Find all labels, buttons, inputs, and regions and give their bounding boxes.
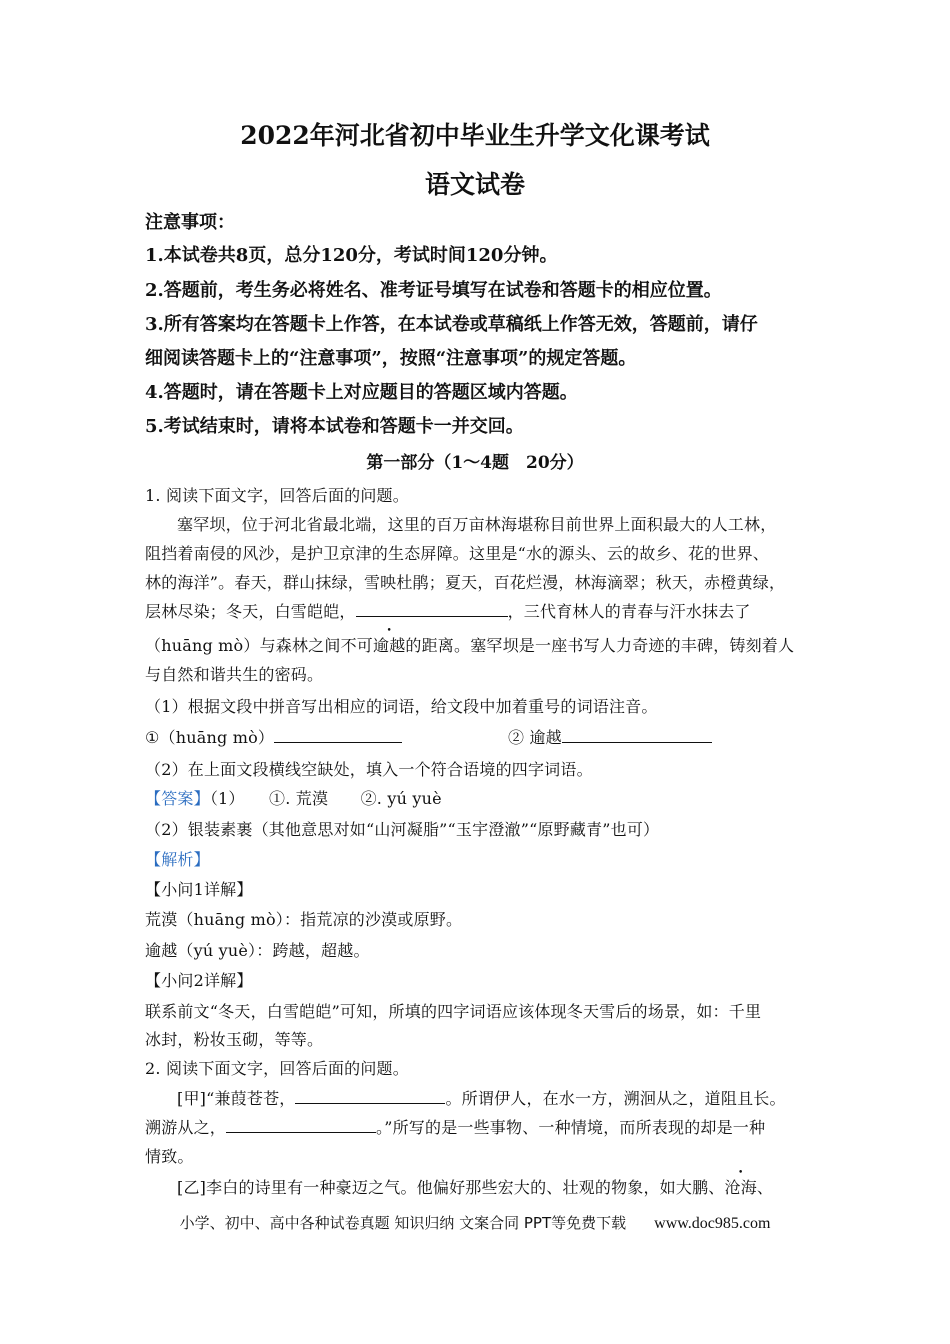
blank-b-line [562, 725, 712, 743]
detail-text: 荒漠（huāng mò）：指荒凉的沙漠或原野。 [145, 910, 463, 929]
part-heading: 第一部分（1～4题 20分） [366, 453, 584, 473]
detail-text: 冰封，粉妆玉砌，等等。 [145, 1030, 324, 1049]
passage-line [145, 1115, 765, 1138]
question-2-prompt: 2. 阅读下面文字，回答后面的问题。 [145, 1059, 409, 1078]
passage-text: ，三代育林人的青春与汗水抹去了 [507, 602, 751, 621]
passage-line: 与自然和谐共生的密码。 [145, 665, 324, 684]
passage-text: [乙]李白的诗里有一种豪迈之气。他偏好那些宏大的、壮观的物象，如大鹏、 [177, 1178, 725, 1197]
passage-text: 。所谓伊人，在水一方，溯洄从之，道阻且长。 [445, 1089, 786, 1108]
blank-a-line [274, 725, 402, 743]
answer-text: （1） ①. 荒漠 ②. yú yuè [209, 789, 442, 808]
emphasized-word: 逾越 [373, 636, 406, 655]
detail-label: 【小问2详解】 [145, 971, 253, 990]
passage-line: 林的海洋”。春天，群山抹绿，雪映杜鹃；夏天，百花烂漫，林海滴翠；秋天，赤橙黄绿， [145, 573, 786, 592]
notice-item: 5.考试结束时，请将本试卷和答题卡一并交回。 [145, 416, 524, 437]
fill-blank [226, 1115, 376, 1133]
passage-text: 。”所写的是一些事物、一种情境，而所表现的却是一种 [376, 1118, 766, 1137]
answer-blanks-row [145, 725, 402, 748]
notice-heading: 注意事项： [145, 212, 235, 233]
notice-item: 细阅读答题卡上的“注意事项”，按照“注意事项”的规定答题。 [145, 348, 637, 369]
passage-line: 情致。 [145, 1147, 194, 1166]
blank-b [508, 725, 712, 748]
subquestion-1: （1）根据文段中拼音写出相应的词语，给文段中加着重号的词语注音。 [145, 697, 658, 716]
subquestion-2: （2）在上面文段横线空缺处，填入一个符合语境的四字词语。 [145, 760, 593, 779]
question-1-prompt: 1. 阅读下面文字，回答后面的问题。 [145, 486, 409, 505]
answer-line: （2）银装素裹（其他意思对如“山河凝脂”“玉宇澄澈”“原野藏青”也可） [145, 820, 660, 839]
passage-text: 、 [756, 1178, 774, 1197]
emphasized-word: 沧海 [724, 1178, 757, 1197]
detail-text: 联系前文“冬天，白雪皑皑”可知，所填的四字词语应该体现冬天雪后的场景，如：千里 [145, 1002, 762, 1021]
passage-text: [甲]“兼葭苍苍， [177, 1089, 296, 1108]
passage-text: 的距离。塞罕坝是一座书写人力奇迹的丰碑，铸刻着人 [405, 636, 795, 655]
passage-text: （huāng mò）与森林之间不可 [145, 636, 373, 655]
answer-label: 【答案】 [145, 789, 210, 808]
passage-line [177, 1086, 786, 1109]
passage-line: 塞罕坝，位于河北省最北端，这里的百万亩林海堪称目前世界上面积最大的人工林， [177, 515, 777, 534]
notice-item: 3.所有答案均在答题卡上作答，在本试卷或草稿纸上作答无效，答题前，请仔 [145, 314, 758, 335]
passage-line [145, 599, 751, 622]
notice-item: 1.本试卷共8页，总分120分，考试时间120分钟。 [145, 245, 558, 266]
footer-url[interactable]: www.doc985.com [654, 1215, 771, 1232]
passage-text: 溯游从之， [145, 1118, 227, 1137]
page-footer [0, 1212, 950, 1233]
exam-title: 2022年河北省初中毕业生升学文化课考试 [240, 121, 710, 150]
footer-text: 小学、初中、高中各种试卷真题 知识归纳 文案合同 PPT等免费下载 [179, 1214, 627, 1232]
passage-text: 层林尽染；冬天，白雪皑皑， [145, 602, 356, 621]
passage-line: 阻挡着南侵的风沙，是护卫京津的生态屏障。这里是“水的源头、云的故乡、花的世界、 [145, 544, 769, 563]
fill-blank [295, 1086, 445, 1104]
detail-label: 【小问1详解】 [145, 880, 253, 899]
detail-text: 逾越（yú yuè）：跨越，超越。 [145, 941, 370, 960]
answer-line [145, 786, 442, 809]
exam-subtitle: 语文试卷 [424, 170, 525, 199]
passage-line [177, 1175, 773, 1198]
passage-line [145, 633, 794, 656]
notice-item: 4.答题时，请在答题卡上对应题目的答题区域内答题。 [145, 382, 578, 403]
blank-a-label: ①（huāng mò） [145, 728, 275, 747]
fill-blank [356, 599, 508, 617]
notice-item: 2.答题前，考生务必将姓名、准考证号填写在试卷和答题卡的相应位置。 [145, 280, 722, 301]
analysis-label: 【解析】 [145, 850, 210, 869]
blank-b-label: ② 逾越 [508, 728, 562, 747]
